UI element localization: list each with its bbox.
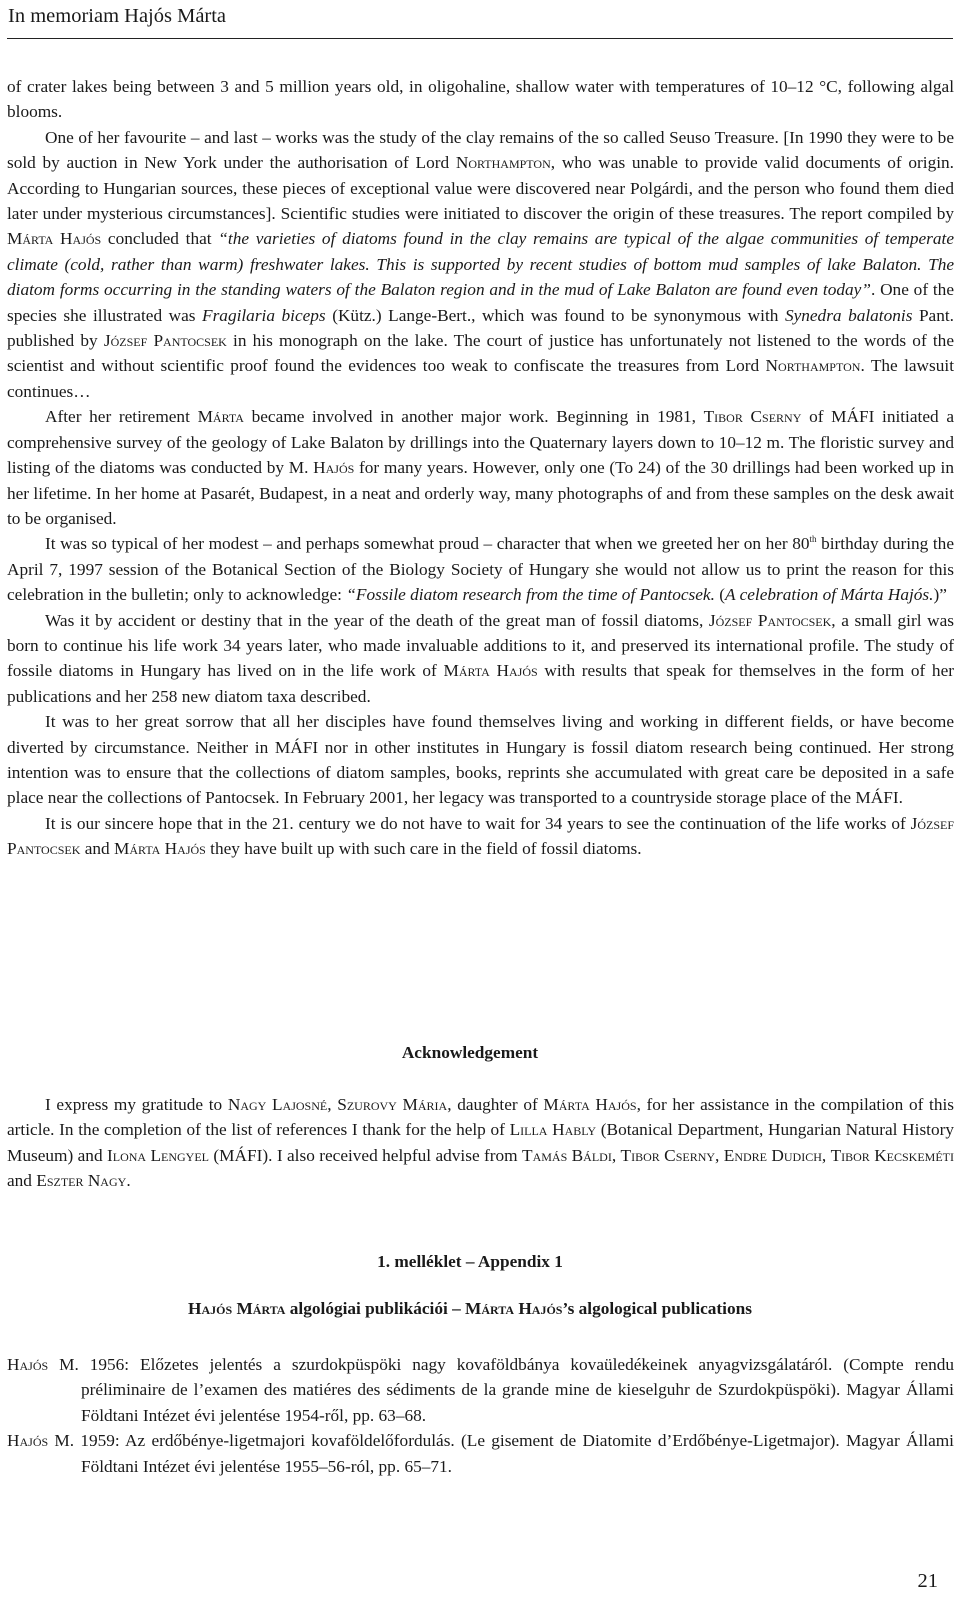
reference-text: M. 1959: Az erdőbénye-ligetmajori kovaföldelőfordulás. (Le gisement de Diatomite d’Erdőbénye-Ligetmajor). Magyar Állami Földtani Intézet évi jelentése 1955–56-ról, pp. 65–71. (48, 1431, 954, 1476)
acknowledgement-paragraph (7, 1092, 954, 1194)
paragraph-hope (7, 811, 954, 862)
text: they have built up with such care in the field of fossil diatoms. (205, 839, 642, 859)
person-name: Márta Hajós (465, 1299, 563, 1318)
reference-author: Hajós (7, 1355, 49, 1374)
person-name: Tibor Cserny (620, 1145, 716, 1165)
person-name: Tibor Cserny (703, 407, 802, 427)
text: birthday during the April 7, 1997 session of the Botanical Section of the Biology Society of Hungary she would not allow us to print the reason for this celebration in the bulletin; only to acknowledge: (7, 534, 954, 605)
person-name: József Pantocsek (103, 331, 227, 351)
paragraph-sorrow (7, 709, 954, 811)
text: algológiai publikációi – (285, 1299, 466, 1318)
text: with results that speak for themselves in the form of her publications and her 258 new diatom taxa described. (7, 661, 954, 706)
text: One of her favourite – and last – works was the study of the clay remains of the so called Seuso Treasure. [In 1990 they were to be sold by auction in New York under the authorisation of Lord (7, 127, 954, 173)
text: It was to her great sorrow that all her disciples have found themselves living and working in different fields, or have become diverted by circumstance. Neither in MÁFI nor in other institutes in Hungary is fossil diatom research being continued. Her strong intention was to ensure that the collections of diatom samples, books, reprints she accumulated with great care be deposited in a safe place near the collections of Pantocsek. In February 2001, her legacy was transported to a countryside storage place of the MÁFI. (7, 712, 954, 808)
reference-item (7, 1352, 954, 1428)
person-name: Eszter Nagy (36, 1171, 127, 1191)
species-name: Synedra balatonis (784, 305, 913, 325)
text: (Botanical Department, Hungarian Natural History Museum) and (7, 1120, 955, 1165)
text: , (327, 1095, 338, 1114)
text: and (7, 1171, 37, 1191)
person-name: József Pantocsek (708, 610, 832, 630)
person-name: Northampton (455, 153, 551, 173)
article-body (7, 74, 954, 862)
text: concluded that (101, 229, 219, 249)
person-name: Ilona Lengyel (106, 1145, 210, 1165)
text: Was it by accident or destiny that in the year of the death of the great man of fossil diatoms, (45, 610, 709, 630)
text: . The lawsuit continues… (7, 356, 954, 401)
text: After her retirement (45, 407, 198, 427)
quotation: “the varieties of diatoms found in the clay remains are typical of the algae communities of temperate climate (cold, rather than warm) freshwater lakes. This is supported by recent studies of bottom mud samples of lake Balaton. The diatom forms occurring in the standing waters of the Balaton region and in the mud of Lake Balaton are found even today” (7, 229, 955, 300)
acknowledgement-heading: Acknowledgement (401, 1043, 539, 1062)
text: , who was unable to provide valid documents of origin. According to Hungarian sources, these pieces of exceptional value were discovered near Polgárdi, and the person who found them died later under mysterious circumstances]. Scientific studies were initiated to discover the origin of these treasures. The report compiled by (7, 153, 954, 224)
person-name: Lilla Hably (509, 1120, 597, 1140)
person-name: Márta Hajós (114, 839, 206, 859)
person-name: Nagy Lajosné (227, 1095, 328, 1114)
page-number: 21 (917, 1570, 938, 1592)
quotation: A celebration of Márta Hajós. (725, 585, 934, 605)
text: in his monograph on the lake. The court of justice has unfortunately not listened to the words of the scientist and without scientific proof found the evidences too weak to confiscate the treasures from Lord (7, 331, 954, 376)
text: of crater lakes being between 3 and 5 million years old, in oligohaline, shallow water with temperatures of 10–12 °C, following algal blooms. (7, 77, 954, 122)
person-name: Tamás Báldi (522, 1145, 612, 1165)
text: , for her assistance in the compilation of this article. In the completion of the list of references I thank for the help of (7, 1095, 954, 1140)
paragraph-destiny (7, 608, 954, 710)
person-name: Szurovy Mária (337, 1095, 448, 1114)
acknowledgement-body (7, 1092, 954, 1194)
person-name: Márta Hajós (7, 229, 102, 249)
running-header-title: In memoriam Hajós Márta (8, 5, 227, 27)
paragraph-birthday (7, 531, 954, 607)
person-name: Márta (197, 407, 244, 427)
reference-text: M. 1956: Előzetes jelentés a szurdokpüspöki nagy kovaföldbánya kovaüledékeinek anyagvizsgálatáról. (Compte rendu préliminaire de l’examen des matiéres des sédiments de la grande mine de kieselguhr de Szurdokpüspöki). Magyar Állami Földtani Intézet évi jelentése 1954-ről, pp. 63–68. (48, 1355, 954, 1425)
quotation: “Fossile diatom research from the time of Pantocsek. (346, 585, 715, 605)
text: became involved in another major work. Beginning in 1981, (243, 407, 704, 427)
person-name: Tibor Kecskeméti (830, 1145, 955, 1165)
text: of MÁFI initiated a comprehensive survey of the geology of Lake Balaton by drillings into the Quaternary layers down to 10–12 m. The floristic survey and listing of the diatoms was conducted by M. (7, 407, 954, 478)
text: for many years. However, only one (To 24) of the 30 drillings had been worked up in her lifetime. In her home at Pasarét, Budapest, in a neat and orderly way, many photographs of and from these samples on the desk await to be organised. (7, 458, 954, 528)
text: , (821, 1145, 831, 1165)
text: )” (933, 585, 947, 605)
paragraph-seuso-treasure (7, 125, 954, 404)
text: , (715, 1145, 724, 1165)
person-name: Endre Dudich (723, 1145, 822, 1165)
person-name: Hajós Márta (188, 1299, 286, 1318)
text: Pant. published by (7, 305, 954, 351)
text: and (80, 839, 114, 859)
text: (MÁFI). I also received helpful advise from (209, 1145, 523, 1165)
text: It was so typical of her modest – and perhaps somewhat proud – character that when we greeted her on her 80 (45, 534, 810, 554)
paragraph-crater-lakes (7, 74, 954, 125)
reference-item (7, 1428, 954, 1479)
paragraph-retirement (7, 404, 954, 531)
appendix-subheading (0, 1297, 940, 1321)
person-name: Northampton (765, 356, 861, 376)
ordinal-superscript: th (809, 534, 817, 545)
text: , (611, 1145, 621, 1165)
text: ’s algological publications (562, 1299, 752, 1318)
text: . (126, 1171, 131, 1191)
person-name: József Pantocsek (7, 813, 954, 859)
text: (Kütz.) Lange-Bert., which was found to be synonymous with (325, 305, 785, 325)
person-name: Márta Hajós (443, 661, 538, 681)
text: . One of the species she illustrated was (7, 280, 954, 325)
text: ( (714, 585, 725, 605)
species-name: Fragilaria biceps (202, 305, 326, 325)
person-name: Márta Hajós (543, 1095, 637, 1114)
reference-list (7, 1352, 954, 1479)
running-header (7, 2, 953, 39)
text: , a small girl was born to continue his life work 34 years later, who made invaluable additions to it, and preserved its international profile. The study of fossile diatoms in Hungary has lived on in the life work of (7, 610, 954, 681)
person-name: Hajós (313, 458, 355, 478)
appendix-heading: 1. melléklet – Appendix 1 (377, 1252, 563, 1271)
text: It is our sincere hope that in the 21. century we do not have to wait for 34 years to see the continuation of the life works of (45, 813, 911, 833)
text: , daughter of (447, 1095, 544, 1114)
reference-author: Hajós (7, 1431, 49, 1451)
text: I express my gratitude to (45, 1095, 228, 1114)
